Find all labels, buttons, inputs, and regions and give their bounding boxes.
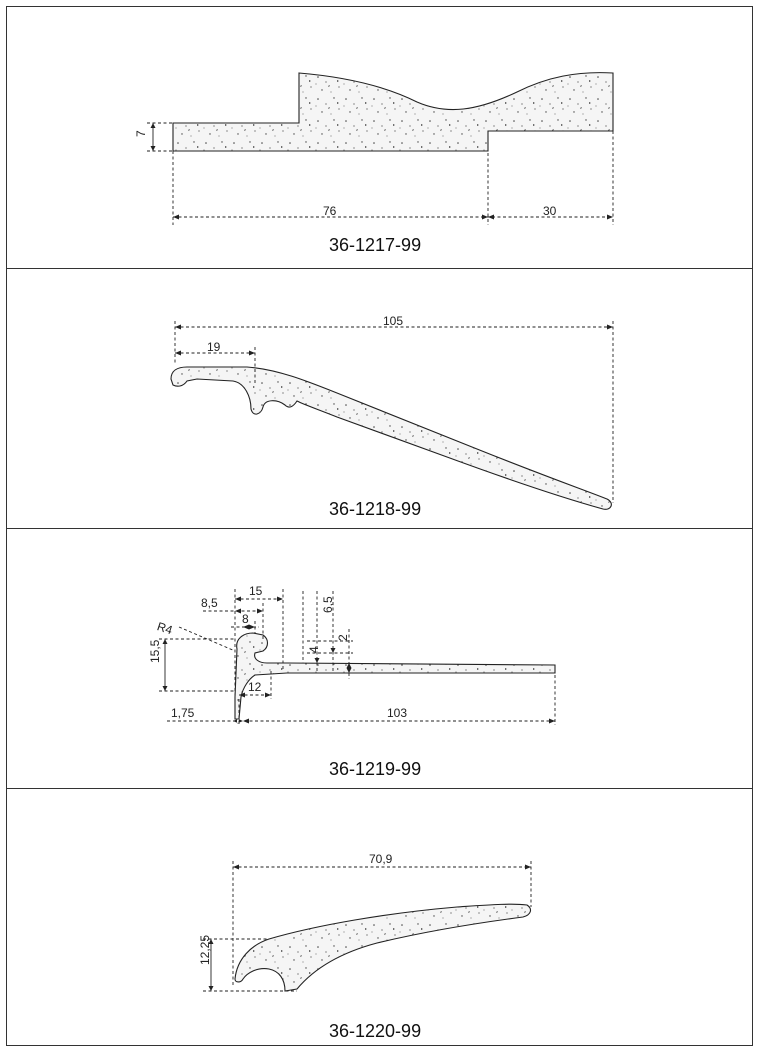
profile-drawing-1	[7, 7, 754, 269]
profile-shape	[235, 904, 530, 991]
dim-label: 15	[249, 584, 263, 598]
part-code: 36-1217-99	[329, 235, 422, 255]
length-label: 103	[387, 706, 408, 720]
height-label: 12,25	[198, 934, 212, 965]
profile-drawing-3	[7, 529, 754, 789]
part-code: 36-1218-99	[329, 499, 422, 519]
dim-label: 4	[307, 646, 321, 653]
width-left-label: 76	[323, 204, 337, 218]
profile-panel-1	[7, 7, 752, 269]
dim-label: 8,5	[201, 596, 218, 610]
dim-label: 2	[336, 634, 350, 641]
profile-panel-3	[7, 529, 752, 789]
profile-panel-2	[7, 269, 752, 529]
radius-label: R4	[155, 619, 175, 638]
height-label: 7	[134, 130, 148, 137]
profile-panel-4	[7, 789, 752, 1047]
lip-label: 19	[207, 340, 221, 354]
dim-label: 6,5	[321, 596, 335, 613]
profile-shape	[171, 367, 611, 509]
width-right-label: 30	[543, 204, 557, 218]
profile-drawing-4	[7, 789, 754, 1047]
drawing-sheet	[6, 6, 753, 1046]
part-code: 36-1220-99	[329, 1021, 422, 1041]
part-code: 36-1219-99	[329, 759, 422, 779]
height-label: 15,5	[148, 639, 162, 663]
overall-label: 70,9	[369, 852, 393, 866]
dim-label: 12	[248, 680, 262, 694]
profile-shape	[173, 73, 613, 151]
dim-label: 1,75	[171, 706, 195, 720]
profile-drawing-2	[7, 269, 754, 529]
overall-label: 105	[383, 314, 404, 328]
dim-label: 8	[242, 612, 249, 626]
